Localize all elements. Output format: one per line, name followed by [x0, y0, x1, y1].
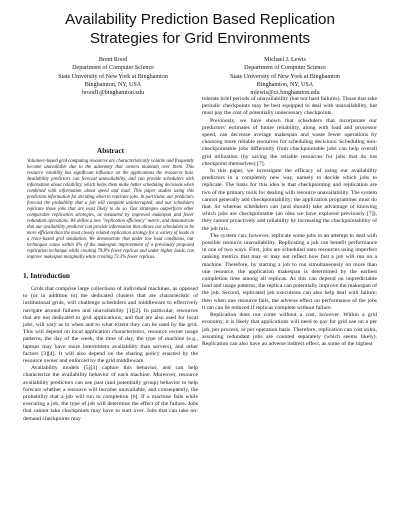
left-column: [23, 133, 198, 423]
body-paragraph: Availability models [5][3] capture this behavior, and can help characterize the availability behavior of each machine. Moreover, resource availability predictors can use past (and potentially group) behavior to help forecast whether a resource will become unavailable, and consequently, the probability that a job will run to completion [6]. If a machine fails while executing a job, the type of job will determine the effect of the failure. Jobs that cannot take checkpoints may have to start over. Jobs that can take on-demand checkpoints may: [23, 365, 198, 422]
author-department: Department of Computer Science: [72, 65, 154, 72]
author-name: Michael J. Lewis: [264, 57, 306, 63]
right-column: [202, 96, 377, 348]
author-2: [200, 56, 370, 97]
author-university: State University of New York at Binghamton: [230, 73, 340, 80]
author-university: State University of New York at Binghamton: [58, 73, 168, 80]
body-paragraph: In this paper, we investigate the efficacy of using our availability predictors in a completely new way, namely to decide which jobs to replicate. The basis for this idea is that checkpointing and replication are two of the primary tools for dealing with resource unavailability. The system cannot generally add checkpointability; the application programmer must do that. So whereas schedulers can (and should) take advantage of knowing which jobs are checkpointable (an idea we have explored previously [7]), they cannot proactively add reliability by increasing the checkpointability of the job mix.: [202, 168, 377, 232]
author-location: Binghamton, NY, USA: [84, 81, 142, 88]
body-paragraph: tolerate brief periods of unavailability (but not hard failures). Those that take periodic checkpoints may be best equipped to deal with unavailability, but must pay the cost of potentially unnecessary checkpoints.: [202, 96, 377, 117]
author-location: Binghamton, NY, USA: [256, 81, 314, 88]
abstract-text: Volunteer-based grid computing resources are characteristically volatile and frequently become unavailable due to the autonomy that owners maintain over them. This resource volatility has significant influence on the applications the resources host. Availability predictors can forecast unavailability, and can provide schedulers with information about reliability, which helps them make better scheduling decisions when combined with information about speed and load. This paper studies using this prediction information for deciding when to replicate jobs. In particular, our predictors forecast the probability that a job will complete uninterrupted, and our schedulers replicate those jobs that are least likely to do so. Our strategies outperform other comparable replication strategies, as measured by improved makespan and fewer redundant operations. We define a new "replication efficiency" metric, and demonstrate that our availability predictor can provide information that allows our schedulers to be more efficient than the most closely related replication strategy for a variety of loads in a trace-based grid simulation. We demonstrate that under low load conditions, our techniques cause within 6% of the makespan improvement of a previously proposed replication technique while creating 79.8% fewer replicas and under higher loads, can improve makespan marginally while creating 73.3% fewer replicas.: [27, 159, 194, 260]
section-heading-introduction: 1. Introduction: [23, 271, 70, 280]
body-paragraph: Grids that comprise large collections of individual machines, as opposed to (or in addition to) the dedicated clusters that are characteristic of institutional grids, will challenge schedulers and middleware to effectively navigate around failures and unavailability [1][2]. In particular, resources that are not dedicated to grid applications, and that are also used for local jobs, will vary as to when and to what extent they can be used by the grid. This will depend on local application characteristics, resource owner usage patterns, the day of the week, the time of day, the type of machine (e.g., laptops may have more intermittent availability than servers), and other factors [3][4]. It will also depend on the sharing policy enacted by the resource owner and enforced by the grid middleware.: [23, 286, 198, 365]
paper-title: Availability Prediction Based Replication Strategies for Grid Environments: [65, 11, 335, 47]
abstract-heading: Abstract: [96, 146, 125, 155]
body-paragraph: The system can, however, replicate some jobs in an attempt to deal with possible resource unavailability. Replicating a job can benefit performance in one of two ways. First, jobs are scheduled onto resources using imperfect ranking metrics that may or may not reflect how fast a job will run on a machine. Therefore, by starting a job to run simultaneously on more than one resource, the application makespan is determined by the earliest completion time among all replicas. As this can depend on unpredictable load and usage patterns, the replica can potentially improve the makespan of the job. Second, replicated job executions can also help deal with failure; then when one resource fails, the adverse effect on performance of the jobs it ran can be reduced if replicas complete without failure.: [202, 232, 377, 311]
author-email: brood1@binghamton.edu: [81, 90, 145, 97]
body-paragraph: Replication does not come without a cost, however. Within a grid economy, it is likely that applications will need to pay for grid use on a per job, per process, or per operation basis. Therefore, replication can cost extra, assuming redundant jobs are counted separately (which seems likely). Replication can also have an adverse indirect effect, as some of the highest: [202, 312, 377, 347]
author-email: mlewis@cs.binghamton.edu: [250, 90, 320, 97]
author-name: Brent Rood: [98, 57, 128, 63]
author-department: Department of Computer Science: [244, 65, 326, 72]
author-1: [28, 56, 198, 97]
body-paragraph: Previously, we have shown that schedulers that incorporate our predictors' estimates of future reliability, along with load and processor speed, can decrease average makespan and waste fewer operations by choosing more reliable resources for scheduling decisions. Scheduling non-checkpointable jobs differently from checkpointable jobs can help overall grid utilization (by saving the reliable resources for jobs that do not checkpoint themselves) [7].: [202, 117, 377, 167]
